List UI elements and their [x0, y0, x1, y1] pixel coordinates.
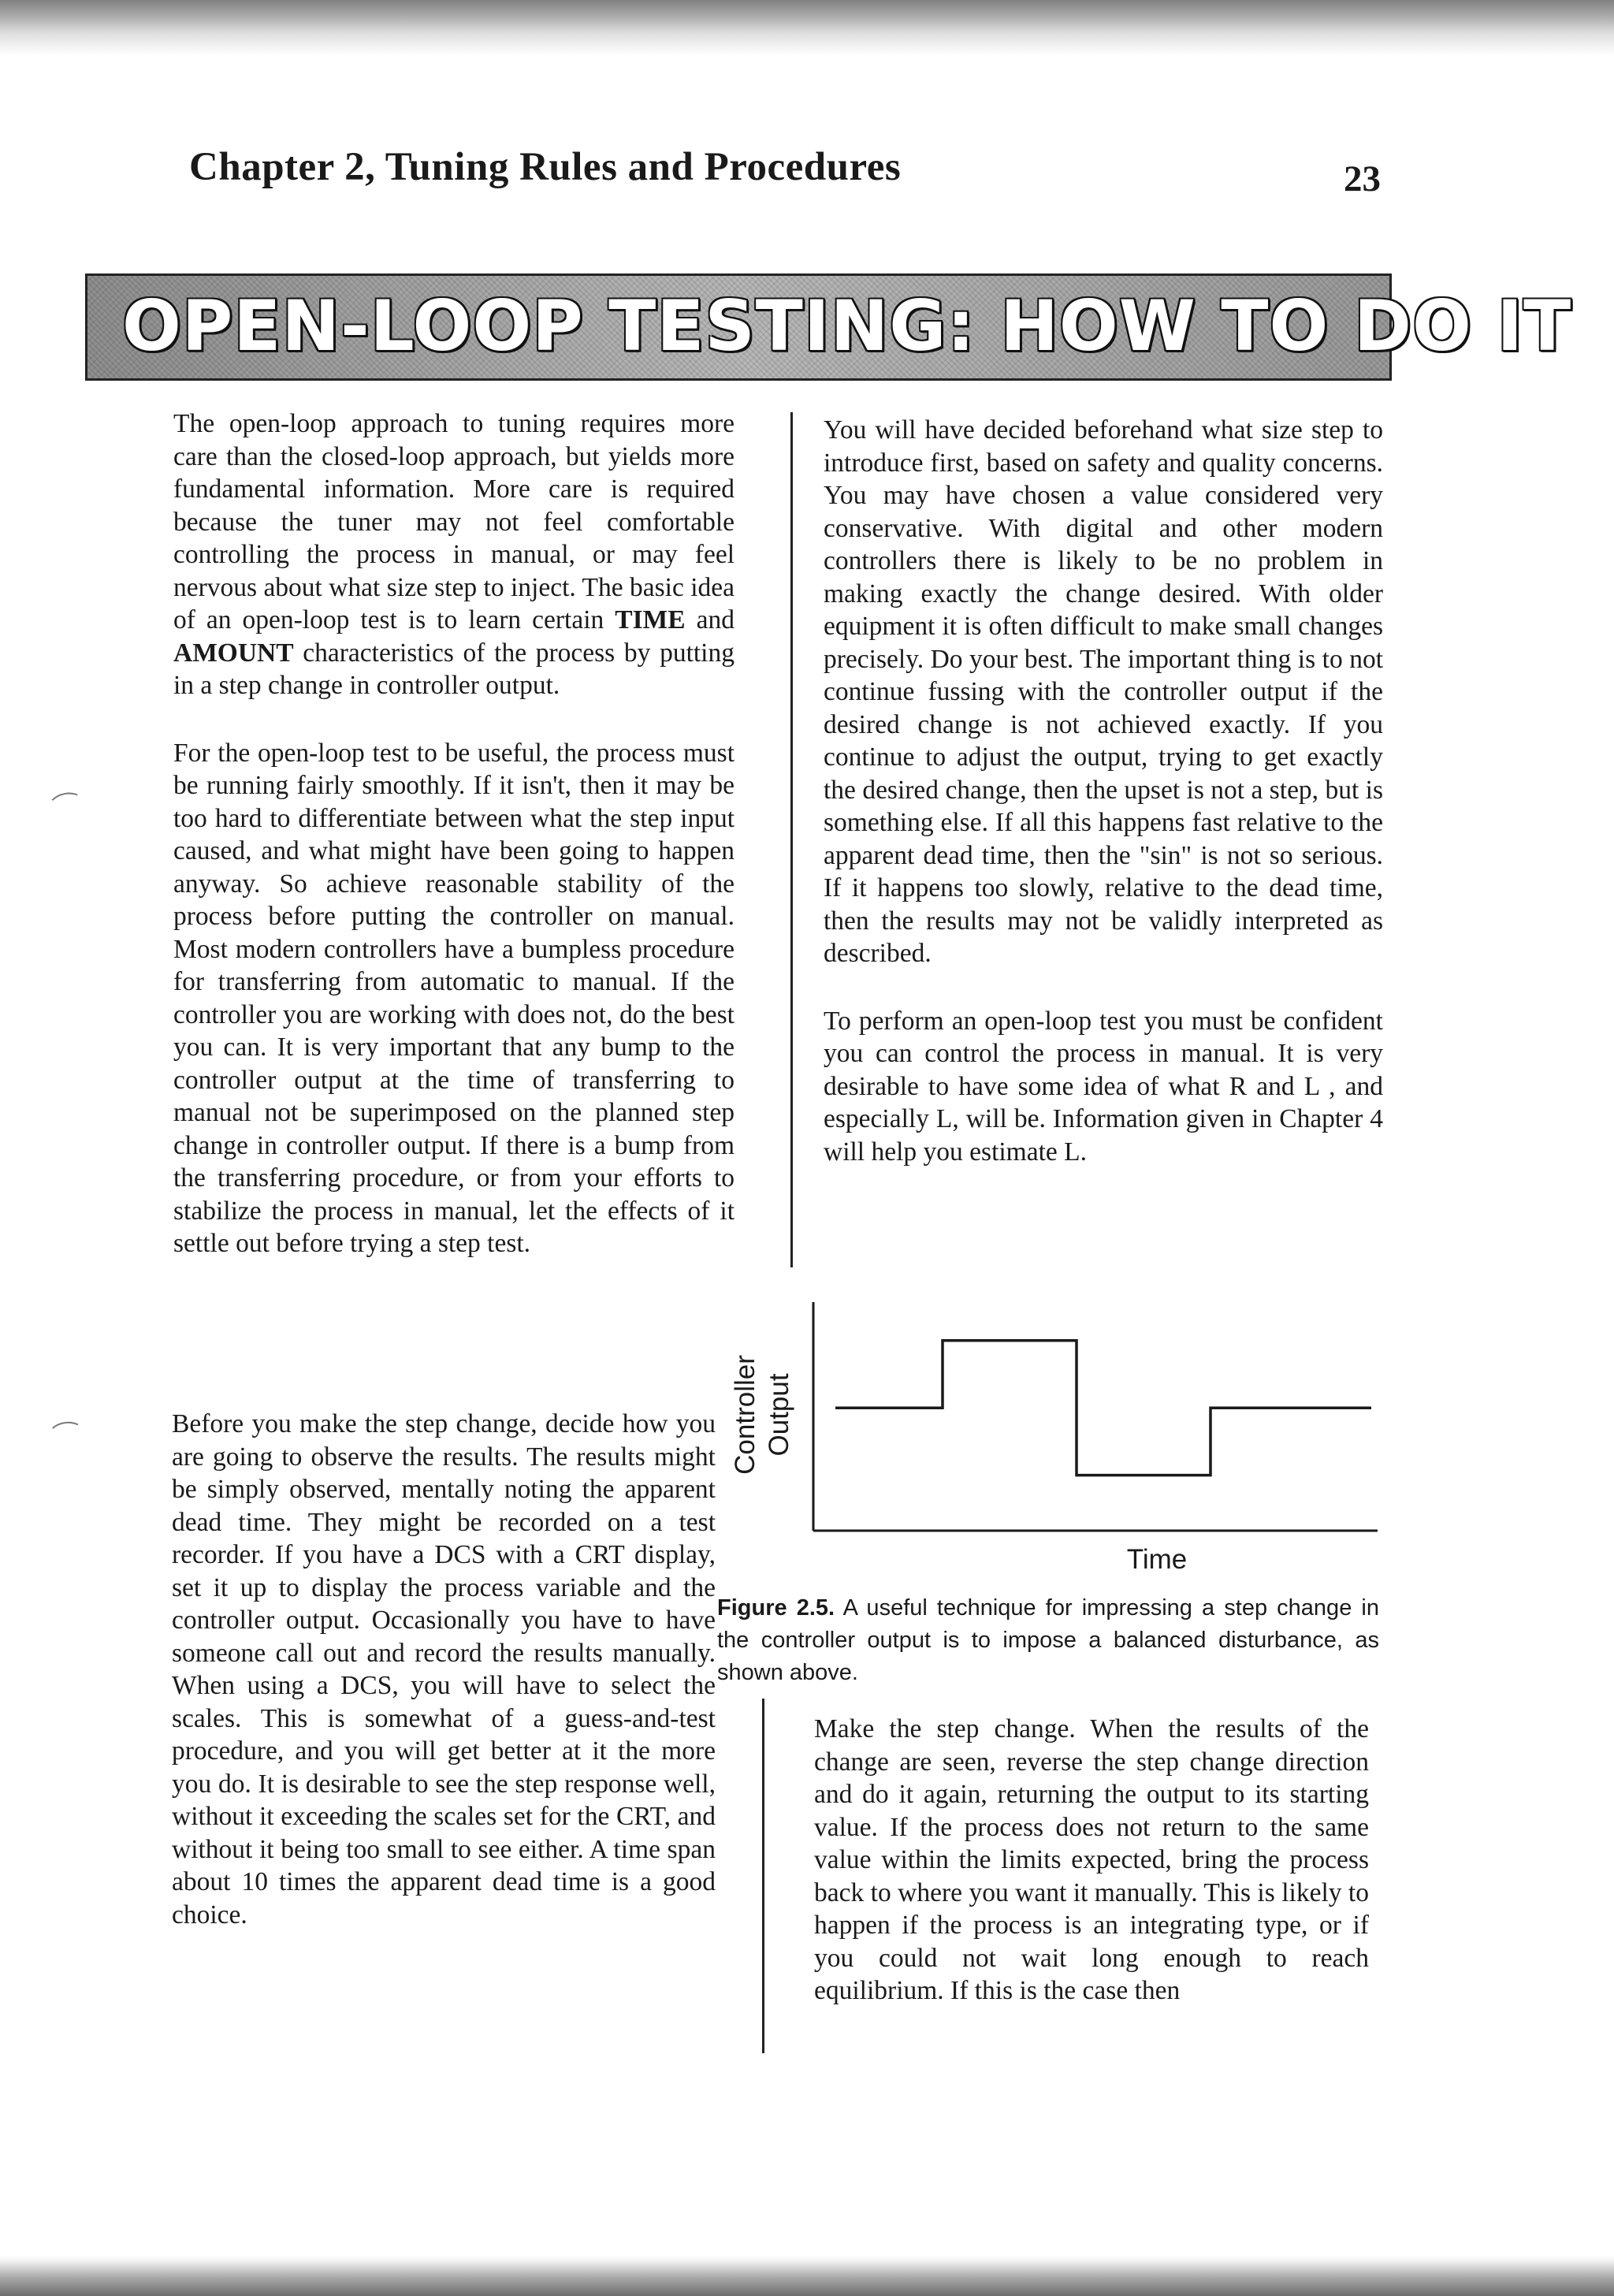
paragraph: The open-loop approach to tuning requires more care than the closed-loop approach, but yields more fundamental information. More care is required because the tuner may not feel comfortable controlling the process in manual, or may feel nervous about what size step to inject. The basic idea of an open-loop test is to learn certain TIME and AMOUNT characteristics of the process by putting in a step change in controller output.: [173, 409, 734, 700]
caption-text: A useful technique for impressing a step change in the controller output is to impose a balanced disturbance, as shown above.: [717, 1595, 1379, 1685]
section-banner: [85, 274, 1572, 381]
right-column-top: [824, 414, 1383, 1168]
paragraph: For the open-loop test to be useful, the process must be running fairly smoothly. If it isn't, then it may be too hard to differentiate between what the step input caused, and what might have been going to happen anyway. So achieve reasonable stability of the process before putting the controller on manual. Most modern controllers have a bumpless procedure for transferring from automatic to manual. If the controller you are working with does not, do the best you can. It is very important that any bump to the controller output at the time of transferring to manual not be superimposed on the planned step change in controller output. If there is a bump from the transferring procedure, or from your efforts to stabilize the process in manual, let the effects of it settle out before trying a step test.: [173, 738, 734, 1258]
controller-output-series: [835, 1341, 1371, 1475]
emphasis-amount: AMOUNT: [173, 638, 294, 668]
chapter-title: Chapter 2, Tuning Rules and Procedures: [189, 145, 902, 189]
figure-chart: [709, 1301, 1387, 1584]
column-divider: [790, 412, 793, 1267]
paragraph: Make the step change. When the results of the change are seen, reverse the step change direction and do it again, returning the output to its starting value. If the process does not return to the same value within the limits expected, bring the process back to where you want it manually. This is likely to happen if the process is an integrating type, or if you could not wait long enough to reach equilibrium. If this is the case then: [814, 1714, 1369, 2005]
scan-mark: [47, 1420, 84, 1446]
paragraph: To perform an open-loop test you must be confident you can control the process in manual. It is very desirable to have some idea of what R and L , and especially L, will be. Information given in Chapter 4 will help you estimate L.: [824, 1006, 1383, 1167]
y-axis-label: Controller: [730, 1355, 761, 1475]
step-chart: [709, 1301, 1387, 1584]
paragraph: Before you make the step change, decide how you are going to observe the results. The results might be simply observed, mentally noting the apparent dead time. They might be recorded on a test recorder. If you have a DCS with a CRT display, set it up to display the process variable and the controller output. Occasionally you have to have someone call out and record the results manually. When using a DCS, you will have to select the scales. This is somewhat of a guess-and-test procedure, and you will get better at it the more you do. It is desirable to see the step response well, without it exceeding the scales set for the CRT, and without it being too small to see either. A time span about 10 times the apparent dead time is a good choice.: [172, 1409, 716, 1929]
figure-caption: [717, 1592, 1379, 1689]
page-number: 23: [1344, 158, 1381, 199]
x-axis-label: Time: [1126, 1544, 1188, 1575]
column-divider: [762, 1699, 764, 2053]
scan-mark: [47, 790, 86, 819]
left-column-bottom: [172, 1408, 716, 1931]
y-axis-label: Output: [764, 1373, 794, 1457]
left-column-top: [173, 407, 734, 1260]
scan-edge-bottom: [0, 2256, 1614, 2296]
caption-label: Figure 2.5.: [717, 1595, 835, 1621]
scan-edge-top: [0, 0, 1614, 55]
section-title: OPEN-LOOP TESTING: HOW TO DO IT: [122, 285, 1572, 367]
emphasis-time: TIME: [615, 605, 686, 634]
paragraph: You will have decided beforehand what size step to introduce first, based on safety and quality concerns. You may have chosen a value considered very conservative. With digital and other modern controllers there is likely to be no problem in making exactly the change desired. With older equipment it is often difficult to make small changes precisely. Do your best. The important thing is to not continue fussing with the controller output if the desired change is not achieved exactly. If you continue to adjust the output, trying to get exactly the desired change, then the upset is not a step, but is something else. If all this happens fast relative to the apparent dead time, then the "sin" is not so serious. If it happens too slowly, relative to the dead time, then the results may not be validly interpreted as described.: [824, 415, 1383, 968]
right-column-bottom: [814, 1713, 1369, 2008]
